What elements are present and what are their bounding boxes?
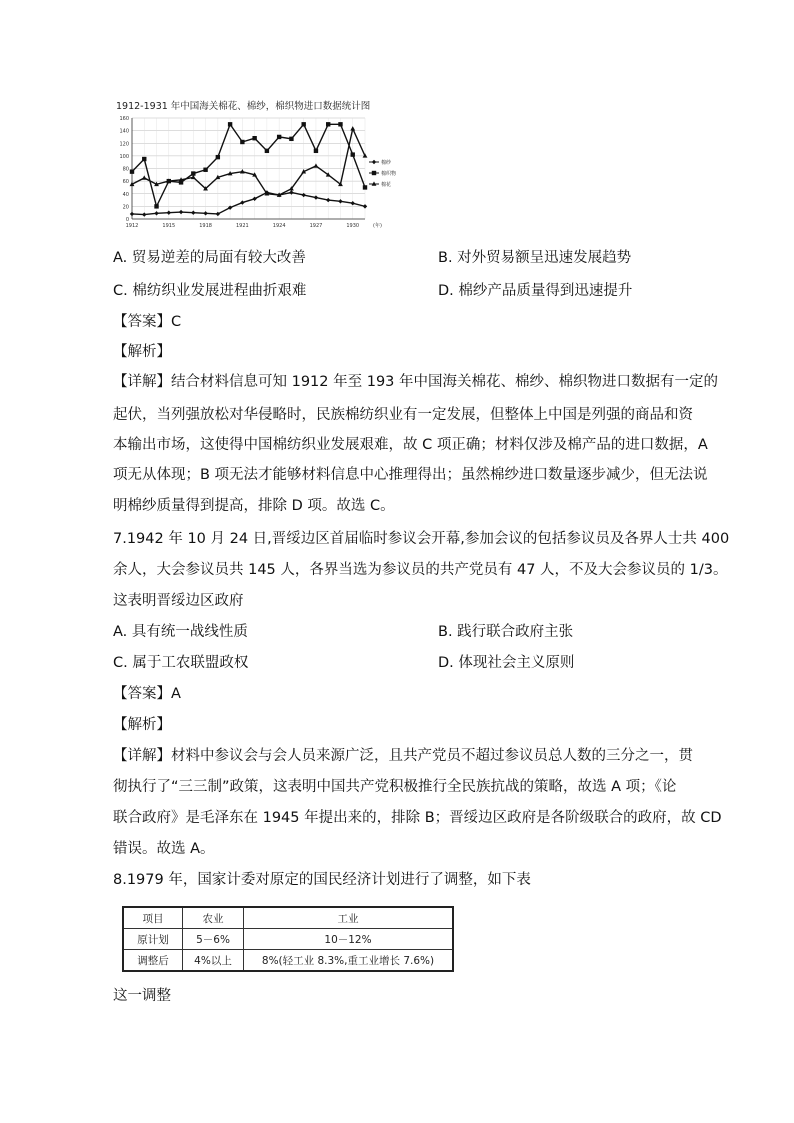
data-point	[130, 169, 134, 173]
q6-detail-line: 项无从体现；B 项无法才能够材料信息中心推理得出；虽然棉纱进口数量逐步减少，但无法说	[113, 467, 708, 483]
x-tick-label: 1915	[162, 223, 176, 229]
series-line-square	[132, 124, 365, 206]
table-cell: 调整后	[123, 950, 183, 972]
plan-adjustment-table	[122, 906, 454, 972]
y-tick-label: 60	[122, 179, 129, 186]
q6-detail-line: 本输出市场，这使得中国棉纺织业发展艰难，故 C 项正确；材料仅涉及棉产品的进口数据，A	[113, 437, 708, 453]
data-point	[167, 210, 171, 214]
y-tick-label: 140	[119, 128, 129, 135]
chart-title: 1912-1931 年中国海关棉花、棉纱，棉织物进口数据统计图	[116, 101, 371, 112]
y-tick-label: 100	[119, 153, 129, 160]
data-point	[130, 212, 134, 216]
q6-answer: 【答案】C	[113, 314, 182, 330]
data-point	[363, 153, 368, 157]
q6-detail-line: 【详解】结合材料信息可知 1912 年至 193 年中国海关棉花、棉纱、棉织物进口数据有一定的	[113, 374, 719, 390]
q7-detail-line: 彻执行了“三三制”政策，这表明中国共产党积极推行全民族抗战的策略，故选 A 项；《论	[113, 779, 677, 795]
data-point	[301, 122, 305, 126]
data-point	[351, 152, 355, 156]
q7-option-d: D. 体现社会主义原则	[438, 655, 575, 671]
data-point	[265, 149, 269, 153]
q6-option-a: A. 贸易逆差的局面有较大改善	[113, 250, 306, 266]
data-point	[142, 175, 147, 179]
q6-option-c: C. 棉纺织业发展进程曲折艰难	[113, 283, 307, 299]
q7-option-b: B. 践行联合政府主张	[438, 624, 574, 640]
q6-detail-line: 明棉纱质量得到提高，排除 D 项。故选 C。	[113, 498, 395, 514]
y-tick-label: 40	[122, 191, 129, 198]
data-point	[326, 198, 330, 202]
table-row	[123, 929, 453, 950]
data-point	[326, 122, 330, 126]
y-tick-label: 0	[125, 217, 129, 223]
series-line-diamond	[132, 192, 365, 214]
q7-detail-line: 【详解】材料中参议会与会人员来源广泛，且共产党员不超过参议员总人数的三分之一，贯	[113, 748, 693, 764]
x-tick-label: 1918	[199, 223, 212, 229]
x-tick-label: 1912	[125, 223, 139, 229]
data-point	[154, 204, 158, 208]
data-point	[252, 136, 256, 140]
q7-option-c: C. 属于工农联盟政权	[113, 655, 249, 671]
q6-option-d: D. 棉纱产品质量得到迅速提升	[438, 283, 633, 299]
table-row	[123, 950, 453, 972]
y-tick-label: 20	[122, 204, 129, 211]
table-header-row	[123, 907, 453, 929]
data-point	[240, 140, 244, 144]
legend-label: 棉花	[381, 182, 392, 188]
data-point	[314, 195, 318, 199]
q7-option-a: A. 具有统一战线性质	[113, 624, 248, 640]
y-tick-label: 80	[122, 166, 129, 173]
q7-stem-line: 7.1942 年 10 月 24 日,晋绥边区首届临时参议会开幕,参加会议的包括参议员及各界人士共 400	[113, 531, 730, 547]
table-cell: 5－6%	[183, 929, 244, 950]
q7-detail-line: 错误。故选 A。	[113, 841, 215, 857]
data-point	[372, 160, 376, 164]
data-point	[228, 122, 232, 126]
x-tick-label: 1927	[309, 223, 323, 229]
x-tick-label: 1924	[272, 223, 286, 229]
data-point	[338, 199, 342, 203]
x-tick-label: 1921	[236, 223, 249, 229]
data-point	[350, 126, 355, 130]
data-point	[179, 210, 183, 214]
table-header-cell: 项目	[123, 907, 183, 929]
table-header-cell: 工业	[244, 907, 454, 929]
q6-option-b: B. 对外贸易额呈迅速发展趋势	[438, 250, 632, 266]
q7-detail-line: 联合政府》是毛泽东在 1945 年提出来的，排除 B；晋绥边区政府是各阶级联合的政府，故 CD	[113, 810, 722, 826]
data-point	[314, 163, 319, 167]
table-cell: 原计划	[123, 929, 183, 950]
table-cell: 8%(轻工业 8.3%,重工业增长 7.6%)	[244, 950, 454, 972]
data-point	[240, 200, 244, 204]
data-point	[203, 211, 207, 215]
table-cell: 4%以上	[183, 950, 244, 972]
data-point	[363, 204, 367, 208]
q7-answer: 【答案】A	[113, 686, 181, 702]
data-point	[154, 211, 158, 215]
q7-stem-line: 余人，大会参议员共 145 人，各界当选为参议员的共产党员有 47 人，不及大会参议员的 1/3。	[113, 562, 728, 578]
q7-analysis-label: 【解析】	[113, 717, 171, 733]
data-point	[277, 135, 281, 139]
q8-stem: 8.1979 年，国家计委对原定的国民经济计划进行了调整，如下表	[113, 872, 531, 888]
data-point	[142, 212, 146, 216]
data-point	[372, 171, 376, 175]
legend-label: 棉织物	[381, 171, 397, 177]
data-point	[338, 122, 342, 126]
data-point	[351, 201, 355, 205]
line-chart	[110, 110, 400, 238]
q6-detail-line: 起伏，当列强放松对华侵略时，民族棉纺织业有一定发展，但整体上中国是列强的商品和资	[113, 407, 693, 423]
data-point	[289, 137, 293, 141]
data-point	[142, 157, 146, 161]
x-tick-label: 1930	[346, 223, 360, 229]
y-tick-label: 160	[119, 116, 129, 122]
data-point	[216, 155, 220, 159]
data-point	[203, 168, 207, 172]
data-point	[191, 210, 195, 214]
legend-label: 棉纱	[381, 160, 392, 166]
x-axis-unit: (年)	[373, 223, 382, 229]
q7-stem-line: 这表明晋绥边区政府	[113, 593, 244, 609]
data-point	[363, 185, 367, 189]
table-header-cell: 农业	[183, 907, 244, 929]
y-tick-label: 120	[119, 141, 129, 148]
table-cell: 10－12%	[244, 929, 454, 950]
data-point	[314, 149, 318, 153]
q8-tail: 这一调整	[113, 988, 171, 1004]
q6-analysis-label: 【解析】	[113, 344, 171, 360]
